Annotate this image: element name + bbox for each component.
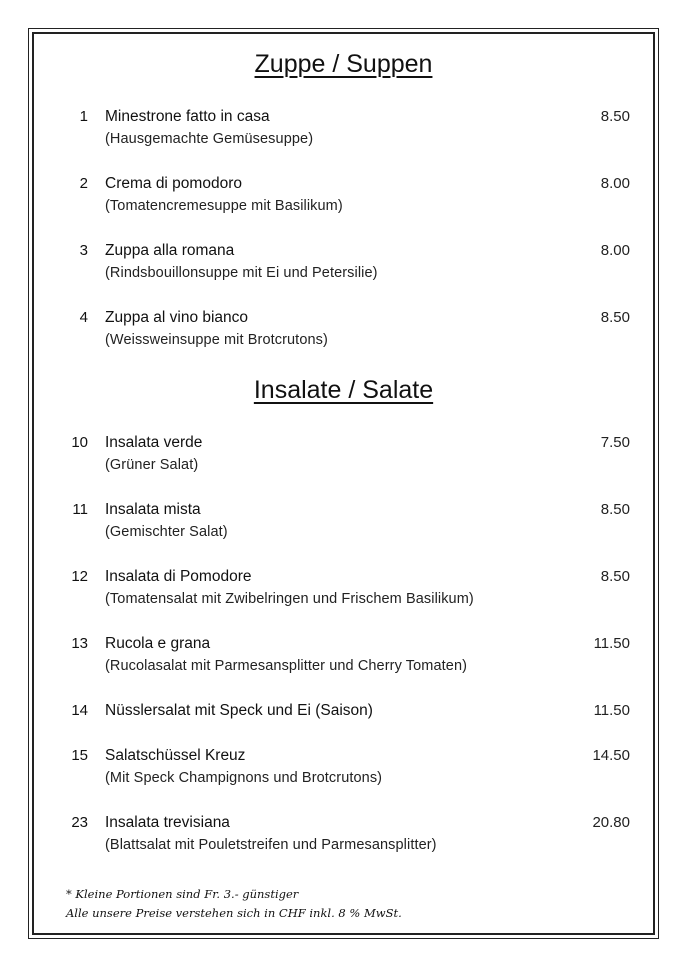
footnote-small-portions: * Kleine Portionen sind Fr. 3.- günstiger: [66, 887, 299, 901]
item-name: Zuppa al vino bianco: [105, 309, 249, 326]
item-name: Salatschüssel Kreuz: [105, 747, 246, 764]
item-number: 13: [71, 635, 88, 652]
item-number: 10: [71, 434, 88, 451]
item-number: 12: [71, 568, 88, 585]
section-title-soups: Zuppe / Suppen: [254, 50, 433, 78]
item-description: (Rindsbouillonsuppe mit Ei und Petersilie): [105, 265, 378, 281]
menu-item: [0, 635, 687, 685]
menu-item: [0, 702, 687, 752]
item-price: 8.50: [600, 501, 630, 518]
menu-item: [0, 501, 687, 551]
menu-item: [0, 309, 687, 359]
item-price: 14.50: [592, 747, 630, 764]
menu-item: [0, 814, 687, 864]
item-price: 8.50: [600, 309, 630, 326]
item-name: Zuppa alla romana: [105, 242, 235, 259]
item-name: Crema di pomodoro: [105, 175, 242, 192]
item-number: 2: [79, 175, 88, 192]
item-description: (Mit Speck Champignons und Brotcrutons): [105, 770, 383, 786]
item-price: 8.50: [600, 108, 630, 125]
item-description: (Tomatencremesuppe mit Basilikum): [105, 198, 343, 214]
menu-item: [0, 175, 687, 225]
item-description: (Blattsalat mit Pouletstreifen und Parmesansplitter): [105, 837, 437, 853]
section-title-salads: Insalate / Salate: [253, 376, 434, 404]
item-number: 14: [71, 702, 88, 719]
item-price: 7.50: [600, 434, 630, 451]
item-name: Nüsslersalat mit Speck und Ei (Saison): [105, 702, 373, 719]
item-price: 8.00: [600, 175, 630, 192]
item-price: 20.80: [592, 814, 630, 831]
item-name: Insalata verde: [105, 434, 203, 451]
item-number: 4: [79, 309, 88, 326]
item-name: Insalata di Pomodore: [105, 568, 252, 585]
menu-item: [0, 242, 687, 292]
item-number: 3: [79, 242, 88, 259]
item-name: Insalata mista: [105, 501, 201, 518]
item-description: (Tomatensalat mit Zwibelringen und Frischem Basilikum): [105, 591, 474, 607]
item-description: (Weissweinsuppe mit Brotcrutons): [105, 332, 328, 348]
item-price: 11.50: [593, 702, 630, 719]
item-name: Rucola e grana: [105, 635, 211, 652]
menu-item: [0, 434, 687, 484]
item-number: 23: [71, 814, 88, 831]
item-number: 1: [79, 108, 88, 125]
footnote-prices-vat: Alle unsere Preise verstehen sich in CHF inkl. 8 % MwSt.: [66, 906, 402, 920]
item-name: Insalata trevisiana: [105, 814, 230, 831]
item-description: (Rucolasalat mit Parmesansplitter und Cherry Tomaten): [105, 658, 468, 674]
menu-item: [0, 108, 687, 158]
item-number: 15: [71, 747, 88, 764]
item-price: 8.50: [600, 568, 630, 585]
menu-item: [0, 747, 687, 797]
item-description: (Gemischter Salat): [105, 524, 228, 540]
item-number: 11: [72, 501, 88, 518]
item-description: (Grüner Salat): [105, 457, 199, 473]
menu-item: [0, 568, 687, 618]
item-price: 8.00: [600, 242, 630, 259]
item-name: Minestrone fatto in casa: [105, 108, 270, 125]
item-price: 11.50: [593, 635, 630, 652]
item-description: (Hausgemachte Gemüsesuppe): [105, 131, 314, 147]
